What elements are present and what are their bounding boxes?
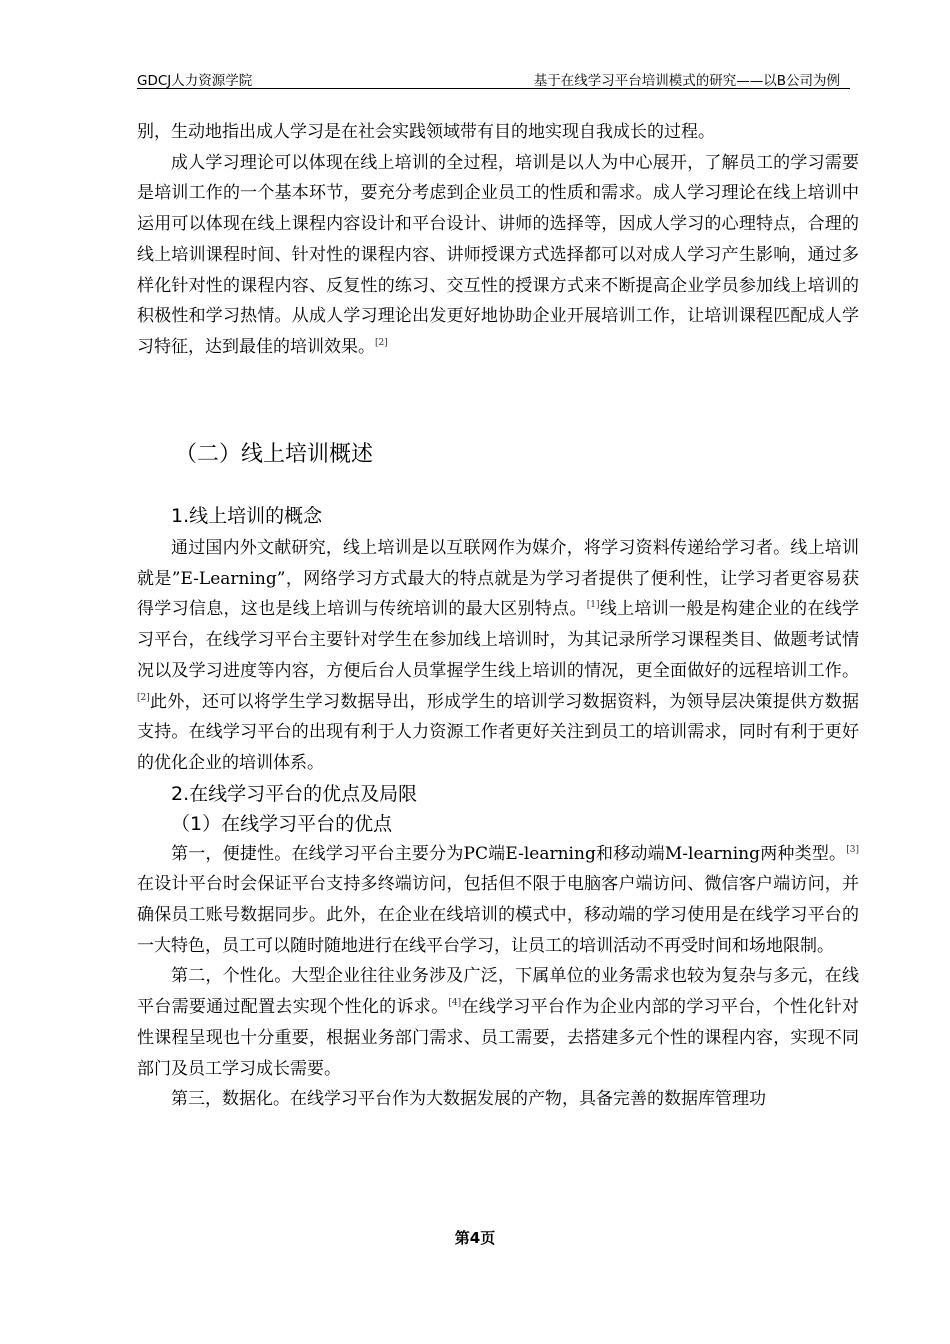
citation-ref: [2] [137, 692, 150, 703]
body-text-section2 [137, 501, 859, 1115]
header-thesis-title: 基于在线学习平台培训模式的研究——以B公司为例 [533, 73, 840, 89]
paragraph: 第二，个性化。大型企业往往业务涉及广泛，下属单位的业务需求也较为复杂与多元，在线平台需要通过配置去实现个性化的诉求。[4]在线学习平台作为企业内部的学习平台，个性化针对性课程呈现也十分重要，根据业务部门需求、员工需要，去搭建多元个性的课程内容，实现不同部门及员工学习成长需要。 [137, 966, 860, 1079]
citation-ref: [4] [448, 998, 462, 1009]
citation-ref: [2] [375, 337, 388, 348]
paragraph: 别，生动地指出成人学习是在社会实践领域带有目的地实现自我成长的过程。 [137, 122, 715, 142]
paragraph: 通过国内外文献研究，线上培训是以互联网作为媒介，将学习资料传递给学习者。线上培训就是”E-Learning”，网络学习方式最大的特点就是为学习者提供了便利性，让学习者更容易获得学习信息，这也是线上培训与传统培训的最大区别特点。[1]线上培训一般是构建企业的在线学习平台，在线学习平台主要针对学生在参加线上培训时，为其记录所学习课程类目、做题考试情况以及学习进度等内容，方便后台人员掌握学生线上培训的情况，更全面做好的远程培训工作。[2]此外，还可以将学生学习数据导出，形成学生的培训学习数据资料，为领导层决策提供方数据支持。在线学习平台的出现有利于人力资源工作者更好关注到员工的培训需求，同时有利于更好的优化企业的培训体系。 [137, 538, 860, 773]
subsubsection-heading: （1）在线学习平台的优点 [171, 812, 393, 835]
citation-ref: [1] [586, 600, 600, 611]
paragraph: 第一，便捷性。在线学习平台主要分为PC端E-learning和移动端M-learning两种类型。[3]在设计平台时会保证平台支持多终端访问，包括但不限于电脑客户端访问、微信客户端访问，并确保员工账号数据同步。此外，在企业在线培训的模式中，移动端的学习使用是在线学习平台的一大特色，员工可以随时随地进行在线平台学习，让员工的培训活动不再受时间和场地限制。 [137, 843, 859, 956]
body-text-top [137, 117, 859, 363]
header-institution: GDCJ人力资源学院 [137, 73, 253, 89]
subsection-heading: 2.在线学习平台的优点及局限 [171, 782, 418, 805]
page-header [137, 68, 850, 89]
page-number: 第4页 [454, 1229, 496, 1247]
subsection-heading: 1.线上培训的概念 [171, 505, 323, 527]
paragraph: 成人学习理论可以体现在线上培训的全过程，培训是以人为中心展开，了解员工的学习需要是培训工作的一个基本环节，要充分考虑到企业员工的性质和需求。成人学习理论在线上培训中运用可以体现在线上课程内容设计和平台设计、讲师的选择等，因成人学习的心理特点，合理的线上培训课程时间、针对性的课程内容、讲师授课方式选择都可以对成人学习产生影响，通过多样化针对性的课程内容、反复性的练习、交互性的授课方式来不断提高企业学员参加线上培训的积极性和学习热情。从成人学习理论出发更好地协助企业开展培训工作，让培训课程匹配成人学习特征，达到最佳的培训效果。[2] [137, 152, 859, 357]
section-heading: （二）线上培训概述 [175, 442, 374, 467]
paragraph: 第三，数据化。在线学习平台作为大数据发展的产物，具备完善的数据库管理功 [171, 1089, 766, 1110]
citation-ref: [3] [846, 844, 859, 855]
